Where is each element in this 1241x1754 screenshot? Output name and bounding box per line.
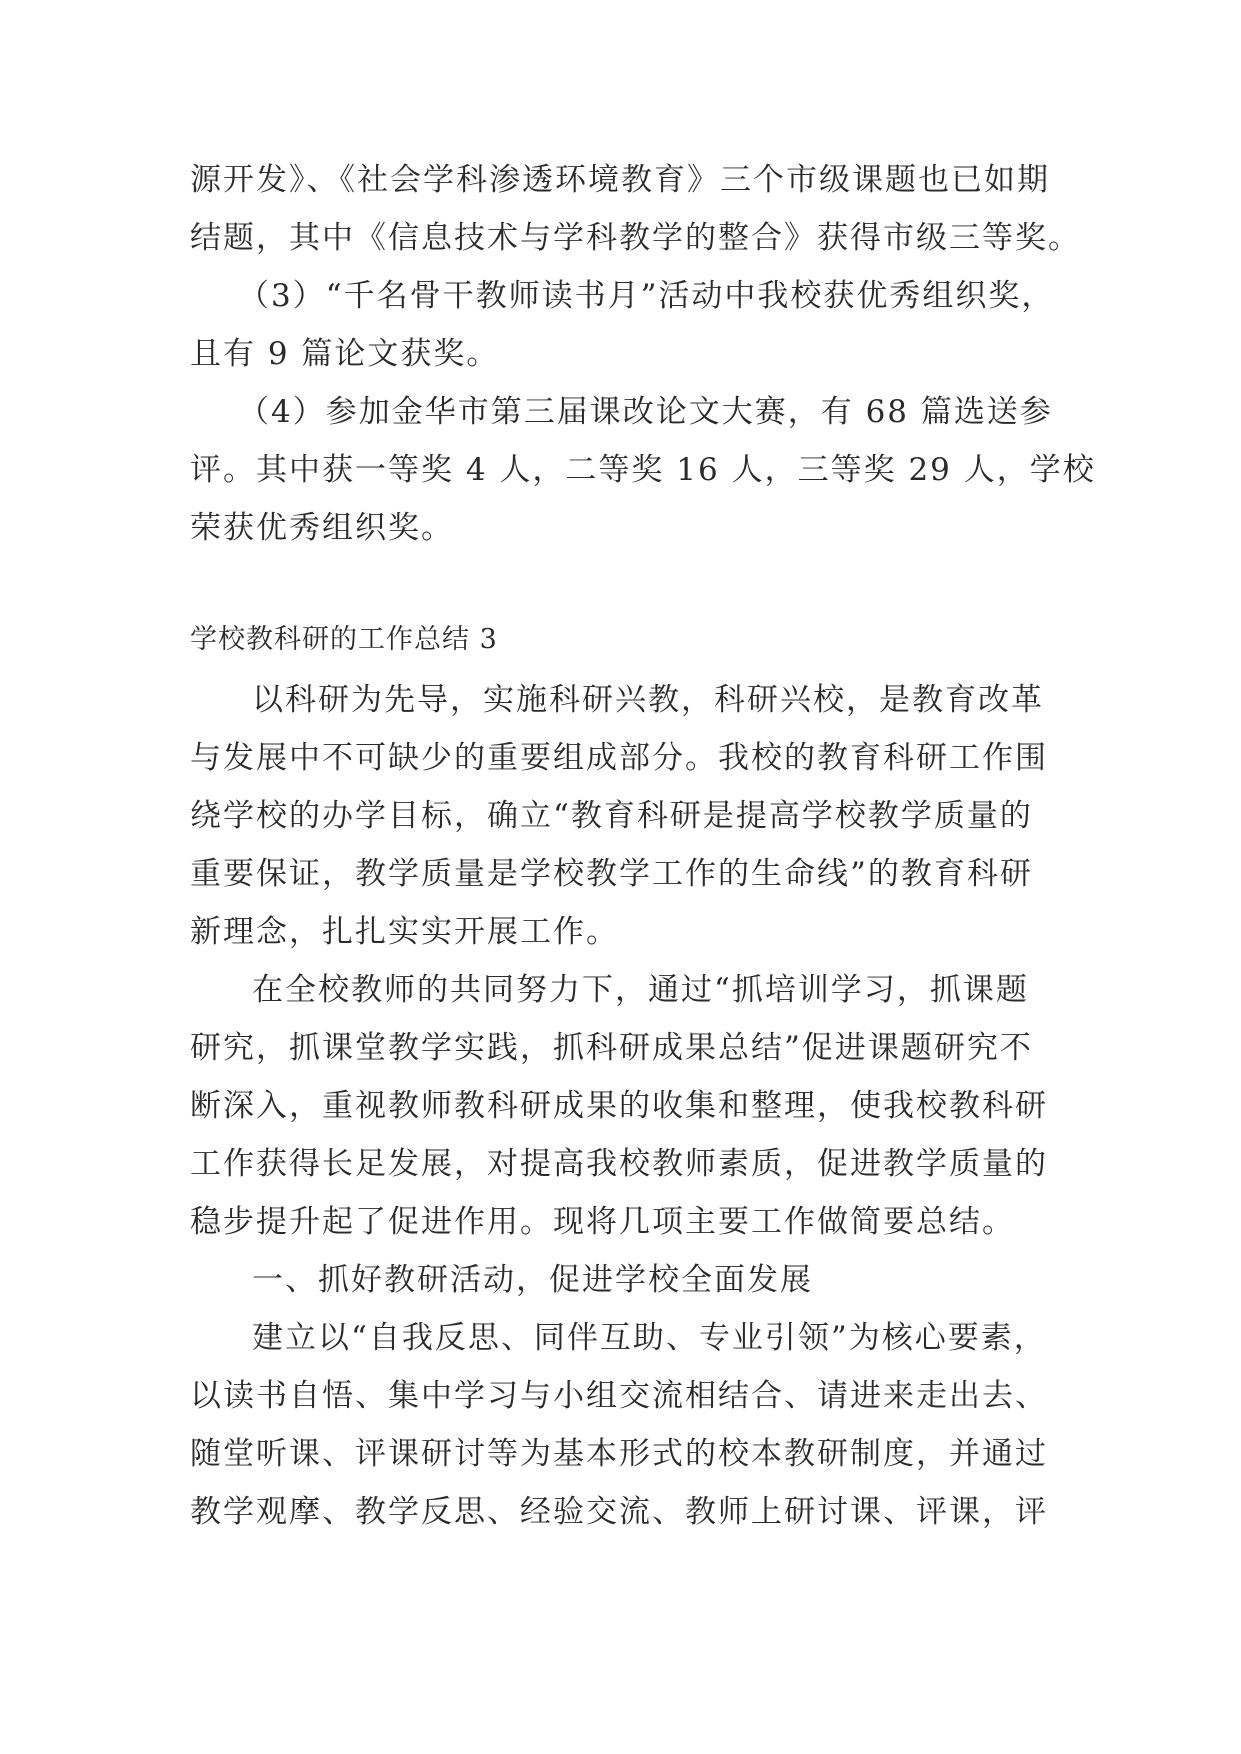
body-text-line: 绕学校的办学目标，确立“教育科研是提高学校教学质量的 [190, 798, 1033, 834]
body-text-line: 与发展中不可缺少的重要组成部分。我校的教育科研工作围 [190, 740, 1048, 776]
body-text-line: 随堂听课、评课研讨等为基本形式的校本教研制度，并通过 [190, 1436, 1048, 1472]
subsection-heading: 一、抓好教研活动，促进学校全面发展 [252, 1262, 813, 1298]
body-text-line: 新理念，扎扎实实开展工作。 [190, 914, 619, 950]
body-text-line: （4）参加金华市第三届课改论文大赛，有 68 篇选送参 [238, 394, 1053, 430]
body-text-line: 建立以“自我反思、同伴互助、专业引领”为核心要素， [252, 1320, 1047, 1356]
body-text-line: 在全校教师的共同努力下，通过“抓培训学习，抓课题 [252, 972, 1029, 1008]
body-text-line: 以读书自悟、集中学习与小组交流相结合、请进来走出去、 [190, 1378, 1048, 1414]
body-text-line: 且有 9 篇论文获奖。 [190, 336, 500, 372]
body-text-line: 评。其中获一等奖 4 人，二等奖 16 人，三等奖 29 人，学校 [190, 452, 1096, 488]
body-text-line: 断深入，重视教师教科研成果的收集和整理，使我校教科研 [190, 1088, 1048, 1124]
body-text-line: （3）“千名骨干教师读书月”活动中我校获优秀组织奖， [238, 278, 1055, 314]
body-text-line: 荣获优秀组织奖。 [190, 510, 454, 546]
body-text-line: 以科研为先导，实施科研兴教，科研兴校，是教育改革 [252, 682, 1044, 718]
body-text-line: 研究，抓课堂教学实践，抓科研成果总结”促进课题研究不 [190, 1030, 1033, 1066]
body-text-line: 稳步提升起了促进作用。现将几项主要工作做简要总结。 [190, 1204, 1015, 1240]
body-text-line: 工作获得长足发展，对提高我校教师素质，促进教学质量的 [190, 1146, 1048, 1182]
body-text-line: 教学观摩、教学反思、经验交流、教师上研讨课、评课，评 [190, 1494, 1048, 1530]
body-text-line: 结题，其中《信息技术与学科教学的整合》获得市级三等奖。 [190, 220, 1081, 256]
body-text-line: 源开发》、《社会学科渗透环境教育》三个市级课题也已如期 [190, 162, 1050, 198]
section-heading: 学校教科研的工作总结 3 [190, 624, 498, 655]
body-text-line: 重要保证，教学质量是学校教学工作的生命线”的教育科研 [190, 856, 1033, 892]
